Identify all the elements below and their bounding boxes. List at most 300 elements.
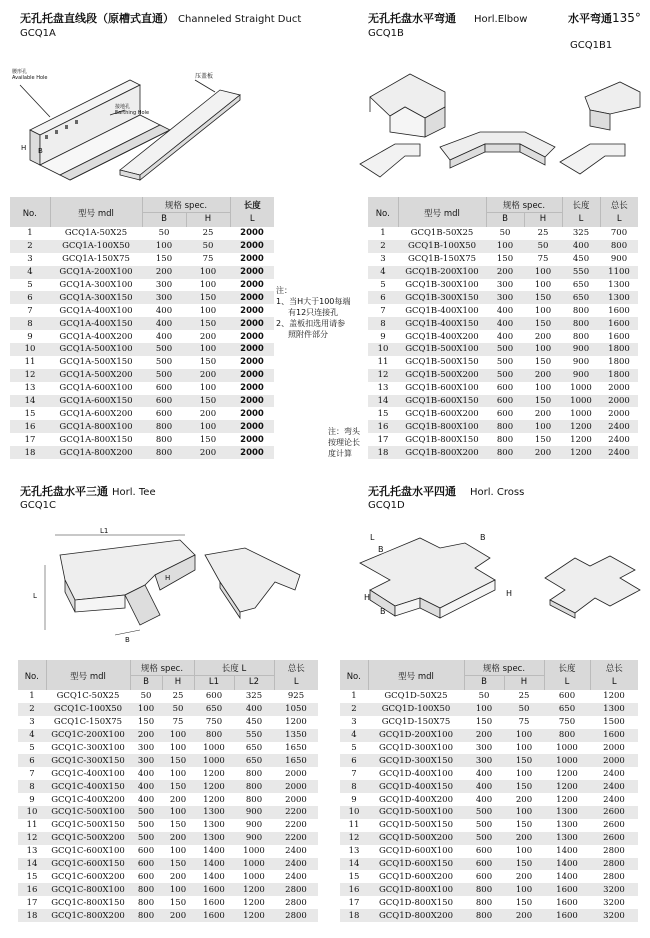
table-row xyxy=(340,896,638,909)
model-cell: GCQ1D-50X25 xyxy=(368,690,464,703)
col-h: H xyxy=(162,676,194,691)
table-cell: 100 xyxy=(524,343,562,356)
table-cell: 200 xyxy=(130,729,162,742)
table-row xyxy=(10,420,274,433)
table-row xyxy=(18,819,318,832)
table-cell: 1200 xyxy=(194,793,234,806)
table-cell: 200 xyxy=(162,793,194,806)
table-cell: 700 xyxy=(600,227,638,240)
table-cell: 400 xyxy=(486,330,524,343)
cross-drawing xyxy=(340,518,645,648)
table-cell: 5 xyxy=(340,742,368,755)
section-a-title xyxy=(20,10,301,26)
table-cell: 50 xyxy=(186,240,230,253)
col-total: 总长 xyxy=(590,660,638,676)
table-cell: 1 xyxy=(368,227,398,240)
table-row xyxy=(18,690,318,703)
table-cell: 2 xyxy=(18,703,46,716)
model-cell: GCQ1A-100X50 xyxy=(50,240,142,253)
table-cell: 1600 xyxy=(544,909,590,922)
table-cell: 4 xyxy=(18,729,46,742)
table-cell: 1200 xyxy=(234,909,274,922)
model-cell: GCQ1C-600X100 xyxy=(46,845,130,858)
table-cell: 800 xyxy=(464,883,504,896)
table-cell: 650 xyxy=(194,703,234,716)
table-row xyxy=(18,845,318,858)
section-d-code: GCQ1D xyxy=(368,500,405,511)
table-cell: 50 xyxy=(142,227,186,240)
model-cell: GCQ1D-300X150 xyxy=(368,754,464,767)
note-line: 2、盖板扣选用请参 xyxy=(276,319,346,328)
table-cell: 1600 xyxy=(600,330,638,343)
note-line: 有12只连接孔 xyxy=(288,308,339,317)
table-cell: 50 xyxy=(524,240,562,253)
table-row xyxy=(368,407,638,420)
table-cell: 14 xyxy=(340,858,368,871)
col-length: 长度 L xyxy=(194,660,274,676)
l-label: L xyxy=(33,592,37,600)
table-cell: 1200 xyxy=(234,883,274,896)
model-cell: GCQ1B-500X150 xyxy=(398,356,486,369)
section-b-title xyxy=(368,10,527,26)
model-cell: GCQ1D-600X150 xyxy=(368,858,464,871)
model-cell: GCQ1C-800X200 xyxy=(46,909,130,922)
section-b-code: GCQ1B xyxy=(368,28,404,39)
model-cell: GCQ1C-100X50 xyxy=(46,703,130,716)
table-cell: 1800 xyxy=(600,343,638,356)
model-cell: GCQ1D-300X100 xyxy=(368,742,464,755)
table-d xyxy=(340,660,638,922)
table-cell: 300 xyxy=(130,754,162,767)
elbow-drawing xyxy=(350,52,646,187)
model-cell: GCQ1B-600X100 xyxy=(398,382,486,395)
col-model: 型号 mdl xyxy=(368,660,464,690)
model-cell: GCQ1A-300X100 xyxy=(50,279,142,292)
table-cell: 900 xyxy=(234,832,274,845)
col-length-unit: L xyxy=(230,213,274,228)
table-cell: 100 xyxy=(186,266,230,279)
table-cell: 17 xyxy=(368,433,398,446)
table-cell: 15 xyxy=(340,870,368,883)
col-no: No. xyxy=(368,197,398,227)
table-cell: 400 xyxy=(142,317,186,330)
table-cell: 16 xyxy=(18,883,46,896)
table-row xyxy=(18,729,318,742)
model-cell: GCQ1D-500X100 xyxy=(368,806,464,819)
table-cell: 600 xyxy=(130,870,162,883)
table-c xyxy=(18,660,318,922)
col-no: No. xyxy=(340,660,368,690)
table-cell: 600 xyxy=(544,690,590,703)
available-hole-label-en: Available Hole xyxy=(12,75,48,81)
table-cell: 3 xyxy=(10,253,50,266)
model-cell: GCQ1B-600X200 xyxy=(398,407,486,420)
table-cell: 100 xyxy=(504,767,544,780)
model-cell: GCQ1B-50X25 xyxy=(398,227,486,240)
table-row xyxy=(368,356,638,369)
col-b: B xyxy=(486,213,524,228)
table-cell: 7 xyxy=(18,767,46,780)
col-model: 型号 mdl xyxy=(46,660,130,690)
table-cell: 75 xyxy=(524,253,562,266)
table-cell: 9 xyxy=(340,793,368,806)
model-cell: GCQ1A-800X150 xyxy=(50,433,142,446)
table-cell: 150 xyxy=(186,291,230,304)
table-row xyxy=(340,858,638,871)
table-cell: 1200 xyxy=(194,780,234,793)
model-cell: GCQ1C-150X75 xyxy=(46,716,130,729)
table-row xyxy=(18,909,318,922)
table-cell: 2 xyxy=(340,703,368,716)
table-row xyxy=(340,780,638,793)
table-cell: 100 xyxy=(504,742,544,755)
table-cell: 100 xyxy=(504,883,544,896)
col-length-unit: L xyxy=(562,213,600,228)
table-cell: 500 xyxy=(142,356,186,369)
table-cell: 2000 xyxy=(230,420,274,433)
table-cell: 800 xyxy=(142,433,186,446)
table-cell: 800 xyxy=(142,420,186,433)
section-b-title-en: Horl.Elbow xyxy=(474,14,528,25)
table-cell: 2000 xyxy=(590,754,638,767)
model-cell: GCQ1A-600X150 xyxy=(50,395,142,408)
table-cell: 1000 xyxy=(234,858,274,871)
table-cell: 200 xyxy=(524,330,562,343)
table-row xyxy=(368,227,638,240)
table-cell: 150 xyxy=(162,819,194,832)
model-cell: GCQ1A-600X200 xyxy=(50,407,142,420)
table-cell: 400 xyxy=(130,780,162,793)
table-cell: 150 xyxy=(504,896,544,909)
table-cell: 15 xyxy=(368,407,398,420)
table-cell: 150 xyxy=(186,433,230,446)
table-cell: 2800 xyxy=(590,870,638,883)
h-dim-label: H xyxy=(21,144,27,152)
table-cell: 7 xyxy=(368,304,398,317)
table-cell: 650 xyxy=(562,291,600,304)
model-cell: GCQ1A-300X150 xyxy=(50,291,142,304)
table-row xyxy=(10,317,274,330)
note-line: 照附件部分 xyxy=(288,330,328,339)
model-cell: GCQ1D-500X150 xyxy=(368,819,464,832)
table-cell: 900 xyxy=(562,369,600,382)
table-row xyxy=(10,446,274,459)
model-cell: GCQ1D-800X100 xyxy=(368,883,464,896)
l1-label: L1 xyxy=(100,527,109,535)
b-label: B xyxy=(125,636,130,644)
table-cell: 1000 xyxy=(544,742,590,755)
table-row xyxy=(18,883,318,896)
table-cell: 150 xyxy=(162,754,194,767)
table-cell: 2200 xyxy=(274,806,318,819)
table-cell: 2000 xyxy=(230,330,274,343)
table-cell: 6 xyxy=(18,754,46,767)
table-row xyxy=(340,793,638,806)
table-cell: 200 xyxy=(162,909,194,922)
table-cell: 900 xyxy=(562,356,600,369)
section-a-code: GCQ1A xyxy=(20,28,56,39)
table-cell: 2000 xyxy=(230,227,274,240)
table-cell: 2000 xyxy=(230,343,274,356)
table-row xyxy=(368,279,638,292)
table-cell: 2200 xyxy=(274,832,318,845)
table-row xyxy=(10,407,274,420)
table-cell: 75 xyxy=(504,716,544,729)
table-cell: 750 xyxy=(194,716,234,729)
table-cell: 1000 xyxy=(234,845,274,858)
table-cell: 200 xyxy=(142,266,186,279)
table-cell: 2400 xyxy=(590,767,638,780)
table-cell: 650 xyxy=(544,703,590,716)
table-row xyxy=(10,227,274,240)
table-cell: 550 xyxy=(562,266,600,279)
table-cell: 200 xyxy=(504,870,544,883)
model-cell: GCQ1D-600X100 xyxy=(368,845,464,858)
table-cell: 650 xyxy=(562,279,600,292)
table-cell: 1300 xyxy=(544,806,590,819)
table-cell: 100 xyxy=(162,767,194,780)
table-cell: 1400 xyxy=(194,845,234,858)
col-length: 长度 xyxy=(544,660,590,676)
table-cell: 1300 xyxy=(544,819,590,832)
table-cell: 1000 xyxy=(194,742,234,755)
table-cell: 300 xyxy=(486,291,524,304)
model-cell: GCQ1D-500X200 xyxy=(368,832,464,845)
table-cell: 600 xyxy=(486,395,524,408)
table-cell: 2400 xyxy=(600,420,638,433)
table-cell: 1200 xyxy=(544,793,590,806)
table-row xyxy=(10,291,274,304)
table-row xyxy=(340,832,638,845)
table-cell: 1600 xyxy=(194,883,234,896)
table-row xyxy=(368,382,638,395)
model-cell: GCQ1B-200X100 xyxy=(398,266,486,279)
table-cell: 2400 xyxy=(600,433,638,446)
table-cell: 2000 xyxy=(590,742,638,755)
table-cell: 150 xyxy=(524,433,562,446)
table-row xyxy=(368,317,638,330)
table-cell: 1650 xyxy=(274,742,318,755)
table-cell: 14 xyxy=(368,395,398,408)
table-cell: 150 xyxy=(142,253,186,266)
table-cell: 400 xyxy=(130,767,162,780)
table-cell: 500 xyxy=(464,806,504,819)
table-cell: 2000 xyxy=(230,253,274,266)
table-cell: 1000 xyxy=(194,754,234,767)
table-row xyxy=(10,240,274,253)
table-cell: 25 xyxy=(162,690,194,703)
table-cell: 100 xyxy=(504,806,544,819)
table-cell: 600 xyxy=(464,870,504,883)
table-cell: 500 xyxy=(486,343,524,356)
table-row xyxy=(10,382,274,395)
model-cell: GCQ1D-800X200 xyxy=(368,909,464,922)
table-cell: 450 xyxy=(234,716,274,729)
model-cell: GCQ1C-300X100 xyxy=(46,742,130,755)
model-cell: GCQ1B-300X100 xyxy=(398,279,486,292)
col-no: No. xyxy=(10,197,50,227)
table-cell: 1600 xyxy=(600,317,638,330)
model-cell: GCQ1D-400X200 xyxy=(368,793,464,806)
b-label-top: B xyxy=(378,545,384,554)
model-cell: GCQ1D-800X150 xyxy=(368,896,464,909)
table-cell: 2800 xyxy=(274,883,318,896)
table-cell: 15 xyxy=(18,870,46,883)
table-cell: 1300 xyxy=(600,291,638,304)
available-hole-label: 腰形孔 xyxy=(12,69,28,75)
table-cell: 200 xyxy=(524,446,562,459)
table-cell: 2000 xyxy=(600,407,638,420)
table-cell: 2000 xyxy=(230,317,274,330)
earthing-hole-label: 接地孔 xyxy=(115,104,131,110)
note-extra xyxy=(328,426,360,459)
table-row xyxy=(340,845,638,858)
table-row xyxy=(340,754,638,767)
table-cell: 300 xyxy=(142,291,186,304)
table-cell: 3 xyxy=(340,716,368,729)
table-cell: 200 xyxy=(186,407,230,420)
table-cell: 1800 xyxy=(600,369,638,382)
table-cell: 100 xyxy=(524,279,562,292)
table-row xyxy=(340,767,638,780)
note-line: 按理论长 xyxy=(328,438,360,447)
table-cell: 6 xyxy=(340,754,368,767)
model-cell: GCQ1C-800X100 xyxy=(46,883,130,896)
table-row xyxy=(340,729,638,742)
section-c-title-cn: 无孔托盘水平三通 xyxy=(20,485,108,498)
table-cell: 4 xyxy=(10,266,50,279)
table-row xyxy=(340,883,638,896)
section-d-title-en: Horl. Cross xyxy=(470,487,525,498)
table-cell: 9 xyxy=(18,793,46,806)
table-cell: 1200 xyxy=(274,716,318,729)
table-cell: 25 xyxy=(186,227,230,240)
model-cell: GCQ1C-500X150 xyxy=(46,819,130,832)
table-cell: 100 xyxy=(524,382,562,395)
table-cell: 5 xyxy=(10,279,50,292)
table-cell: 150 xyxy=(186,317,230,330)
table-cell: 1400 xyxy=(544,858,590,871)
model-cell: GCQ1A-800X200 xyxy=(50,446,142,459)
table-cell: 100 xyxy=(186,279,230,292)
table-cell: 400 xyxy=(464,780,504,793)
table-cell: 300 xyxy=(464,754,504,767)
col-h: H xyxy=(504,676,544,691)
model-cell: GCQ1A-600X100 xyxy=(50,382,142,395)
table-cell: 14 xyxy=(10,395,50,408)
table-cell: 1300 xyxy=(544,832,590,845)
table-cell: 1200 xyxy=(562,420,600,433)
col-no: No. xyxy=(18,660,46,690)
model-cell: GCQ1C-400X200 xyxy=(46,793,130,806)
table-cell: 50 xyxy=(464,690,504,703)
table-cell: 50 xyxy=(504,703,544,716)
table-row xyxy=(368,253,638,266)
table-row xyxy=(340,690,638,703)
table-cell: 2000 xyxy=(230,279,274,292)
model-cell: GCQ1D-150X75 xyxy=(368,716,464,729)
table-cell: 800 xyxy=(562,330,600,343)
col-l1: L1 xyxy=(194,676,234,691)
table-cell: 1500 xyxy=(590,716,638,729)
model-cell: GCQ1B-100X50 xyxy=(398,240,486,253)
section-c-code: GCQ1C xyxy=(20,500,56,511)
table-cell: 650 xyxy=(234,742,274,755)
table-cell: 800 xyxy=(234,780,274,793)
table-row xyxy=(10,369,274,382)
model-cell: GCQ1C-800X150 xyxy=(46,896,130,909)
table-cell: 8 xyxy=(10,317,50,330)
table-cell: 200 xyxy=(162,870,194,883)
model-cell: GCQ1B-300X150 xyxy=(398,291,486,304)
section-c-title-en: Horl. Tee xyxy=(112,487,156,498)
table-cell: 9 xyxy=(10,330,50,343)
table-cell: 1100 xyxy=(600,266,638,279)
note-main xyxy=(276,285,350,340)
table-row xyxy=(10,343,274,356)
table-cell: 500 xyxy=(130,819,162,832)
model-cell: GCQ1B-800X200 xyxy=(398,446,486,459)
table-cell: 600 xyxy=(142,382,186,395)
col-b: B xyxy=(130,676,162,691)
table-cell: 1650 xyxy=(274,754,318,767)
tee-drawing xyxy=(15,520,305,645)
table-cell: 75 xyxy=(186,253,230,266)
table-cell: 1200 xyxy=(234,896,274,909)
table-row xyxy=(340,870,638,883)
table-cell: 11 xyxy=(18,819,46,832)
table-row xyxy=(368,433,638,446)
model-cell: GCQ1A-400X100 xyxy=(50,304,142,317)
table-cell: 2000 xyxy=(230,382,274,395)
model-cell: GCQ1D-200X100 xyxy=(368,729,464,742)
table-cell: 2000 xyxy=(230,395,274,408)
table-cell: 500 xyxy=(464,832,504,845)
table-cell: 800 xyxy=(234,793,274,806)
table-cell: 150 xyxy=(524,291,562,304)
table-cell: 50 xyxy=(162,703,194,716)
col-model: 型号 mdl xyxy=(398,197,486,227)
table-cell: 800 xyxy=(562,317,600,330)
table-cell: 18 xyxy=(340,909,368,922)
table-cell: 1600 xyxy=(194,909,234,922)
model-cell: GCQ1B-400X150 xyxy=(398,317,486,330)
table-cell: 150 xyxy=(504,780,544,793)
col-total-unit: L xyxy=(600,213,638,228)
table-cell: 150 xyxy=(524,395,562,408)
table-cell: 300 xyxy=(142,279,186,292)
table-cell: 2800 xyxy=(274,909,318,922)
section-a-title-cn: 无孔托盘直线段（原槽式直通） xyxy=(20,12,174,25)
section-b1-title-cn: 水平弯通 xyxy=(568,12,612,25)
table-cell: 800 xyxy=(544,729,590,742)
table-cell: 11 xyxy=(10,356,50,369)
table-cell: 1200 xyxy=(590,690,638,703)
h-label-right: H xyxy=(506,589,513,598)
table-row xyxy=(368,291,638,304)
table-cell: 200 xyxy=(504,909,544,922)
table-cell: 550 xyxy=(234,729,274,742)
table-row xyxy=(10,266,274,279)
table-cell: 12 xyxy=(18,832,46,845)
table-cell: 1350 xyxy=(274,729,318,742)
section-d-title xyxy=(368,483,524,499)
col-spec: 规格 spec. xyxy=(486,197,562,213)
table-cell: 925 xyxy=(274,690,318,703)
table-cell: 2000 xyxy=(600,382,638,395)
table-cell: 1200 xyxy=(544,780,590,793)
table-cell: 6 xyxy=(368,291,398,304)
